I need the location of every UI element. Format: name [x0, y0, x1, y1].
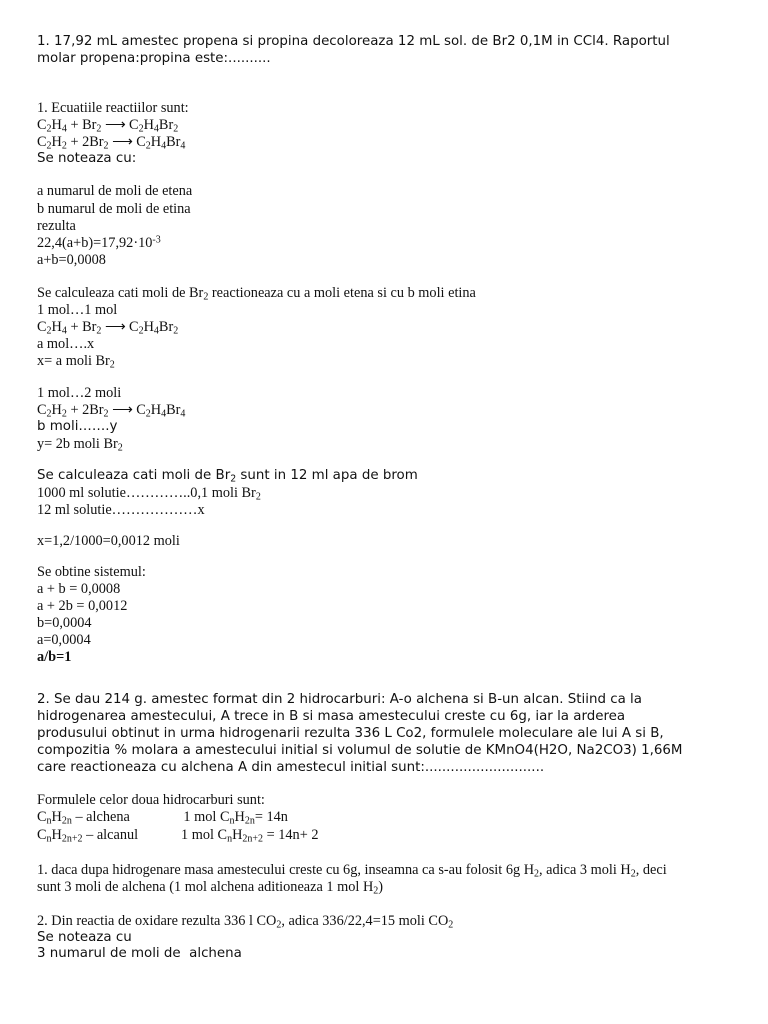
text-line-34: compozitia % molara a amestecului initial si volumul de solutie de KMnO4(H2O, Na2CO3) 1,66M: [37, 743, 683, 758]
text-line-27: a + 2b = 0,0012: [37, 598, 128, 614]
text-line-40: sunt 3 moli de alchena (1 mol alchena aditioneaza 1 mol $H_2$): [37, 879, 384, 897]
text-line-11: a+b=0,0008: [37, 252, 106, 268]
text-line-23: 12 ml solutie………………x: [37, 502, 205, 518]
text-line-2: molar propena:propina este:..........: [37, 51, 271, 66]
text-line-17: 1 mol…2 moli: [37, 385, 122, 401]
text-line-13: 1 mol…1 mol: [37, 302, 118, 318]
text-line-15: a mol….x: [37, 336, 95, 352]
text-line-12: Se calculeaza cati moli de $Br_2$ reactioneaza cu a moli etena si cu b moli etina: [37, 285, 476, 303]
text-line-32: hidrogenarea amestecului, A trece in B si masa amestecului creste cu 6g, iar la arderea: [37, 709, 626, 724]
text-line-8: b numarul de moli de etina: [37, 201, 191, 217]
text-line-1: 1. 17,92 mL amestec propena si propina decoloreaza 12 mL sol. de Br2 0,1M in CCl4. Raportul: [37, 34, 670, 49]
text-line-39: 1. daca dupa hidrogenare masa amestecului creste cu 6g, inseamna ca s-au folosit 6g $H_2$, adica 3 moli $H_2$, deci: [37, 862, 667, 880]
text-line-5: $C_2H_2 + 2Br_2$ ⟶ $C_2H_4Br_4$: [37, 134, 186, 152]
text-line-14: $C_2H_4 + Br_2$ ⟶ $C_2H_4Br_2$: [37, 319, 179, 337]
text-line-7: a numarul de moli de etena: [37, 183, 193, 199]
text-line-19: b moli…….y: [37, 419, 118, 434]
text-line-21: Se calculeaza cati moli de $Br_2$ sunt in 12 ml apa de brom: [37, 468, 418, 485]
text-line-22: 1000 ml solutie…………..0,1 moli $Br_2$: [37, 485, 261, 503]
text-line-33: produsului obtinut in urma hidrogenarii rezulta 336 L Co2, formulele moleculare ale lui A si B,: [37, 726, 664, 741]
text-line-20: y= 2b moli $Br_2$: [37, 436, 123, 454]
text-line-30: a/b=1: [37, 649, 72, 665]
text-line-16: x= a moli $Br_2$: [37, 353, 115, 371]
text-line-31: 2. Se dau 214 g. amestec format din 2 hidrocarburi: A-o alchena si B-un alcan. Stiind ca la: [37, 692, 642, 707]
text-line-25: Se obtine sistemul:: [37, 564, 146, 580]
text-line-36: Formulele celor doua hidrocarburi sunt:: [37, 792, 265, 808]
text-line-28: b=0,0004: [37, 615, 92, 631]
text-line-37: $C_nH_{2n}$ – alchena 1 mol $C_nH_{2n}= 14n$: [37, 809, 288, 827]
text-line-4: $C_2H_4 + Br_2$ ⟶ $C_2H_4Br_2$: [37, 117, 179, 135]
text-line-6: Se noteaza cu:: [37, 151, 137, 166]
text-line-9: rezulta: [37, 218, 76, 234]
text-line-24: x=1,2/1000=0,0012 moli: [37, 533, 180, 549]
text-line-42: Se noteaza cu: [37, 930, 132, 945]
text-line-26: a + b = 0,0008: [37, 581, 121, 597]
text-line-29: a=0,0004: [37, 632, 91, 648]
text-line-38: $C_nH_{2n+2}$ – alcanul 1 mol $C_nH_{2n+2} = 14n+ 2$: [37, 827, 319, 845]
text-line-3: 1. Ecuatiile reactiilor sunt:: [37, 100, 189, 116]
text-line-43: 3 numarul de moli de alchena: [37, 946, 242, 961]
text-line-18: $C_2H_2 + 2Br_2$ ⟶ $C_2H_4Br_4$: [37, 402, 186, 420]
text-line-10: $22,4(a+b)=17,92\cdot 10^{-3}$: [37, 234, 161, 251]
text-line-35: care reactioneaza cu alchena A din amestecul initial sunt:............................: [37, 760, 545, 775]
text-line-41: 2. Din reactia de oxidare rezulta 336 l $CO_2$, adica 336/22,4=15 moli $CO_2$: [37, 913, 454, 931]
